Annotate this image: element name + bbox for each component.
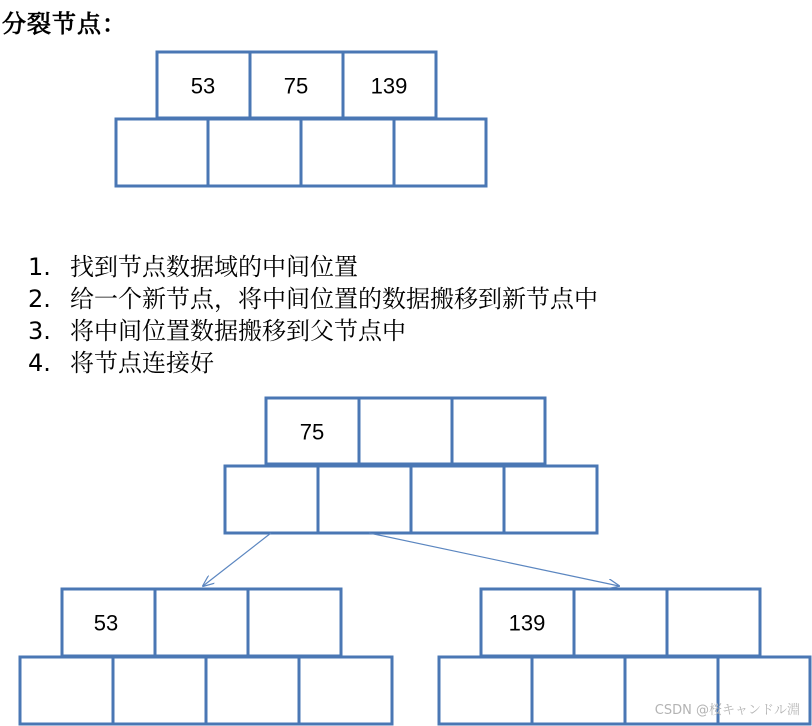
page-title: 分裂节点： — [2, 9, 127, 38]
step-number: 3. — [28, 317, 51, 345]
before-key-1: 53 — [190, 73, 216, 99]
step-number: 1. — [28, 253, 51, 281]
watermark: CSDN @桜キャンドル淵 — [654, 703, 800, 718]
left-child-key-1: 53 — [93, 610, 119, 636]
step-text: 将节点连接好 — [70, 349, 214, 377]
split-steps-list — [28, 251, 598, 379]
before-key-3: 139 — [370, 73, 408, 99]
before-key-2: 75 — [283, 73, 309, 99]
right-child-key-1: 139 — [508, 610, 546, 636]
step-text: 给一个新节点，将中间位置的数据搬移到新节点中 — [70, 285, 598, 313]
step-item — [28, 315, 598, 347]
step-item — [28, 347, 598, 379]
parent-key-1: 75 — [299, 419, 325, 445]
step-item — [28, 283, 598, 315]
parent-node-children — [225, 466, 597, 533]
arrow-to-right-child — [369, 533, 619, 586]
arrow-to-left-child — [203, 533, 271, 586]
step-number: 4. — [28, 349, 51, 377]
step-text: 将中间位置数据搬移到父节点中 — [70, 317, 406, 345]
step-text: 找到节点数据域的中间位置 — [70, 253, 358, 281]
before-node-children — [116, 119, 486, 186]
left-child-children — [20, 657, 392, 724]
step-number: 2. — [28, 285, 51, 313]
step-item — [28, 251, 598, 283]
